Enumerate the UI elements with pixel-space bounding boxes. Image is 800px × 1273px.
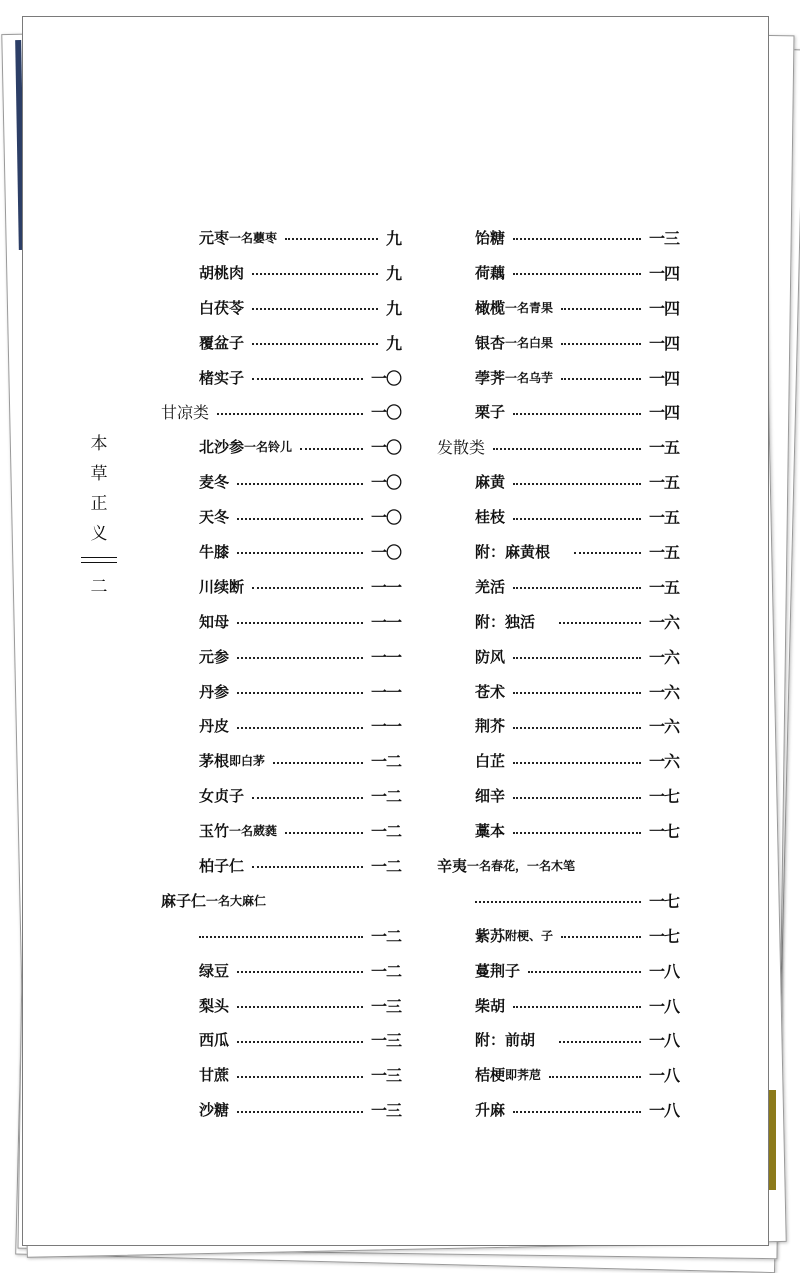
- toc-entry: [437, 325, 679, 360]
- dot-leader: [561, 343, 641, 345]
- entry-name: 防风: [475, 647, 506, 666]
- toc-category: [161, 394, 401, 429]
- entry-name: 附：前胡: [475, 1031, 536, 1050]
- entry-page-number: 一五: [648, 473, 679, 493]
- dot-leader: [285, 832, 363, 834]
- toc-entry: [437, 639, 679, 674]
- dot-leader: [237, 552, 363, 554]
- entry-page-number: 一六: [648, 717, 679, 737]
- entry-page-number: 一〇: [370, 403, 401, 423]
- entry-name: 覆盆子: [199, 333, 245, 352]
- toc-entry: [161, 883, 401, 918]
- toc-entry: [161, 778, 401, 813]
- dot-leader: [252, 343, 378, 345]
- toc-entry: [161, 988, 401, 1023]
- toc-entry: [161, 639, 401, 674]
- entry-name: 白芷: [475, 752, 506, 771]
- toc-entry: [437, 1057, 679, 1092]
- running-title-char: 草: [90, 464, 108, 484]
- entry-name: 元参: [199, 647, 230, 666]
- toc-entry: [161, 1057, 401, 1092]
- dot-leader: [252, 797, 363, 799]
- toc-entry: [437, 953, 679, 988]
- dot-leader: [513, 587, 641, 589]
- entry-name: 女贞子: [199, 787, 245, 806]
- toc-entry: [161, 813, 401, 848]
- toc-entry: [437, 708, 679, 743]
- dot-leader: [559, 1041, 641, 1043]
- toc-entry: [437, 290, 679, 325]
- dot-leader: [513, 518, 641, 520]
- toc-entry: [161, 674, 401, 709]
- toc-entry: [161, 743, 401, 778]
- entry-name: 辛夷: [437, 856, 468, 875]
- entry-page-number: 一五: [648, 577, 679, 597]
- entry-page-number: 一二: [370, 926, 401, 946]
- toc-entry: [437, 394, 679, 429]
- dot-leader: [217, 413, 363, 415]
- toc-entry: [161, 429, 401, 464]
- toc-entry: [161, 360, 401, 395]
- entry-page-number: 一八: [648, 1101, 679, 1121]
- entry-page-number: 一一: [370, 577, 401, 597]
- running-title: [85, 429, 113, 599]
- entry-page-number: 一〇: [370, 542, 401, 562]
- entry-name: 知母: [199, 612, 230, 631]
- entry-page-number: 一六: [648, 752, 679, 772]
- toc-entry: [437, 813, 679, 848]
- entry-page-number: 一〇: [370, 438, 401, 458]
- entry-name: 柴胡: [475, 996, 506, 1015]
- toc-entry: [161, 708, 401, 743]
- entry-name: 桔梗: [475, 1066, 506, 1085]
- dot-leader: [475, 901, 641, 903]
- entry-page-number: 一八: [648, 1066, 679, 1086]
- dot-leader: [561, 378, 641, 380]
- entry-name: 绿豆: [199, 961, 230, 980]
- entry-page-number: 一一: [370, 717, 401, 737]
- toc-column-left: [161, 220, 401, 1127]
- entry-page-number: 一一: [370, 612, 401, 632]
- dot-leader: [237, 1006, 363, 1008]
- dot-leader: [252, 273, 378, 275]
- entry-name: 茅根: [199, 752, 230, 771]
- entry-page-number: 一八: [648, 996, 679, 1016]
- entry-note: 一名铃儿: [244, 440, 293, 455]
- entry-name: 银杏: [475, 333, 506, 352]
- running-title-char: 本: [90, 434, 108, 454]
- toc-entry: [437, 743, 679, 778]
- entry-page-number: 一二: [370, 752, 401, 772]
- entry-page-number: 一七: [648, 891, 679, 911]
- entry-page-number: 九: [385, 263, 401, 283]
- entry-page-number: 一六: [648, 682, 679, 702]
- dot-leader: [513, 657, 641, 659]
- dot-leader: [237, 692, 363, 694]
- entry-name: 元枣: [199, 228, 230, 247]
- toc-entry: [437, 674, 679, 709]
- entry-page-number: 一四: [648, 368, 679, 388]
- toc-entry: [161, 569, 401, 604]
- dot-leader: [252, 587, 363, 589]
- toc-entry: [437, 604, 679, 639]
- entry-page-number: 一三: [370, 1066, 401, 1086]
- dot-leader: [513, 797, 641, 799]
- dot-leader: [513, 413, 641, 415]
- entry-page-number: 一八: [648, 961, 679, 981]
- dot-leader: [237, 483, 363, 485]
- entry-name: 饴糖: [475, 228, 506, 247]
- entry-name: 川续断: [199, 577, 245, 596]
- entry-note: 一名乌芋: [505, 370, 554, 385]
- entry-page-number: 一二: [370, 822, 401, 842]
- dot-leader: [199, 936, 363, 938]
- entry-page-number: 一二: [370, 856, 401, 876]
- toc-entry: [437, 918, 679, 953]
- toc-entry: [437, 848, 679, 883]
- entry-page-number: 一六: [648, 647, 679, 667]
- toc-entry: [161, 499, 401, 534]
- entry-name: 附：独活: [475, 612, 536, 631]
- entry-name: 梨头: [199, 996, 230, 1015]
- dot-leader: [561, 936, 641, 938]
- entry-page-number: 一五: [648, 508, 679, 528]
- entry-page-number: 一二: [370, 961, 401, 981]
- dot-leader: [513, 762, 641, 764]
- entry-name: 白茯苓: [199, 298, 245, 317]
- dot-leader: [237, 657, 363, 659]
- entry-name: 胡桃肉: [199, 263, 245, 282]
- entry-page-number: 一一: [370, 647, 401, 667]
- entry-name: 升麻: [475, 1101, 506, 1120]
- entry-page-number: 一二: [370, 787, 401, 807]
- entry-name: 荆芥: [475, 717, 506, 736]
- toc-entry: [437, 499, 679, 534]
- toc-entry: [437, 569, 679, 604]
- entry-name: 麻子仁: [161, 891, 207, 910]
- dot-leader: [237, 1111, 363, 1113]
- dot-leader: [252, 378, 363, 380]
- entry-name: 甘凉类: [161, 403, 210, 423]
- dot-leader: [252, 308, 378, 310]
- entry-name: 荷藕: [475, 263, 506, 282]
- dot-leader: [549, 1076, 641, 1078]
- dot-leader: [574, 552, 641, 554]
- entry-name: 苍术: [475, 682, 506, 701]
- entry-name: 楮实子: [199, 368, 245, 387]
- dot-leader: [513, 238, 641, 240]
- toc-category: [437, 429, 679, 464]
- entry-name: 附：麻黄根: [475, 542, 551, 561]
- entry-page-number: 一四: [648, 298, 679, 318]
- dot-leader: [493, 448, 641, 450]
- toc-entry: [437, 255, 679, 290]
- dot-leader: [237, 1076, 363, 1078]
- entry-page-number: 一五: [648, 542, 679, 562]
- running-title-char: 义: [90, 524, 108, 544]
- entry-note: 一名白果: [505, 335, 554, 350]
- dot-leader: [252, 866, 363, 868]
- toc-entry: [437, 464, 679, 499]
- toc-entry: [437, 988, 679, 1023]
- dot-leader: [237, 622, 363, 624]
- entry-name: 玉竹: [199, 822, 230, 841]
- entry-page-number: 一四: [648, 263, 679, 283]
- book-page: [22, 16, 769, 1246]
- entry-name: 西瓜: [199, 1031, 230, 1050]
- dot-leader: [559, 622, 641, 624]
- entry-name: 丹皮: [199, 717, 230, 736]
- toc-entry: [437, 778, 679, 813]
- page-number: 二: [90, 577, 108, 597]
- entry-name: 天冬: [199, 508, 230, 527]
- dot-leader: [513, 727, 641, 729]
- entry-name: 藁本: [475, 822, 506, 841]
- toc-entry: [161, 464, 401, 499]
- dot-leader: [513, 273, 641, 275]
- toc-entry: [161, 953, 401, 988]
- entry-name: 紫苏: [475, 926, 506, 945]
- toc-entry: [161, 918, 401, 953]
- entry-name: 牛膝: [199, 542, 230, 561]
- dot-leader: [237, 971, 363, 973]
- entry-page-number: 一七: [648, 787, 679, 807]
- toc-entry: [161, 1022, 401, 1057]
- dot-leader: [273, 762, 363, 764]
- toc-entry: [161, 534, 401, 569]
- entry-note: 一名大麻仁: [206, 893, 267, 908]
- toc-entry: [161, 1092, 401, 1127]
- entry-note: 一名青果: [505, 300, 554, 315]
- entry-page-number: 一一: [370, 682, 401, 702]
- dot-leader: [561, 308, 641, 310]
- toc-entry: [161, 325, 401, 360]
- entry-name: 栗子: [475, 403, 506, 422]
- dot-leader: [513, 692, 641, 694]
- toc-entry: [437, 360, 679, 395]
- dot-leader: [528, 971, 641, 973]
- dot-leader: [285, 238, 378, 240]
- dot-leader: [513, 832, 641, 834]
- book-cover-edge: [768, 1090, 776, 1190]
- entry-note: 附梗、子: [505, 928, 554, 943]
- toc-entry: [437, 534, 679, 569]
- dot-leader: [513, 483, 641, 485]
- running-title-char: 正: [90, 494, 108, 514]
- entry-page-number: 一三: [648, 228, 679, 248]
- entry-name: 麦冬: [199, 473, 230, 492]
- entry-page-number: 一七: [648, 822, 679, 842]
- toc-entry: [161, 255, 401, 290]
- entry-page-number: 一〇: [370, 368, 401, 388]
- toc-entry: [161, 220, 401, 255]
- entry-page-number: 一〇: [370, 508, 401, 528]
- dot-leader: [237, 518, 363, 520]
- toc-entry: [437, 220, 679, 255]
- entry-name: 蔓荆子: [475, 961, 521, 980]
- entry-page-number: 一三: [370, 1101, 401, 1121]
- entry-page-number: 一四: [648, 333, 679, 353]
- dot-leader: [513, 1111, 641, 1113]
- entry-name: 荸荠: [475, 368, 506, 387]
- dot-leader: [300, 448, 363, 450]
- entry-name: 羌活: [475, 577, 506, 596]
- toc-column-right: [437, 220, 679, 1127]
- entry-name: 沙糖: [199, 1101, 230, 1120]
- entry-page-number: 九: [385, 228, 401, 248]
- toc-entry: [437, 1022, 679, 1057]
- entry-page-number: 九: [385, 333, 401, 353]
- entry-name: 柏子仁: [199, 856, 245, 875]
- entry-name: 麻黄: [475, 473, 506, 492]
- entry-note: 即荠苨: [505, 1068, 542, 1083]
- entry-page-number: 一六: [648, 612, 679, 632]
- entry-note: 一名葳蕤: [229, 824, 278, 839]
- entry-name: 橄榄: [475, 298, 506, 317]
- toc-entry: [437, 1092, 679, 1127]
- entry-note: 一名蘡枣: [229, 230, 278, 245]
- entry-page-number: 一三: [370, 996, 401, 1016]
- entry-name: 发散类: [437, 438, 486, 458]
- entry-page-number: 一五: [648, 438, 679, 458]
- toc-entry: [437, 883, 679, 918]
- entry-note: 即白茅: [229, 754, 266, 769]
- entry-page-number: 一〇: [370, 473, 401, 493]
- entry-page-number: 一四: [648, 403, 679, 423]
- entry-page-number: 一七: [648, 926, 679, 946]
- entry-page-number: 一八: [648, 1031, 679, 1051]
- entry-name: 甘蔗: [199, 1066, 230, 1085]
- dot-leader: [513, 1006, 641, 1008]
- dot-leader: [237, 1041, 363, 1043]
- entry-name: 细辛: [475, 787, 506, 806]
- dot-leader: [237, 727, 363, 729]
- entry-page-number: 一三: [370, 1031, 401, 1051]
- entry-name: 丹参: [199, 682, 230, 701]
- toc-entry: [161, 604, 401, 639]
- toc-entry: [161, 848, 401, 883]
- entry-name: 桂枝: [475, 508, 506, 527]
- toc-entry: [161, 290, 401, 325]
- double-rule: [81, 557, 117, 563]
- entry-page-number: 九: [385, 298, 401, 318]
- entry-note: 一名春花，一名木笔: [467, 858, 576, 873]
- entry-name: 北沙参: [199, 438, 245, 457]
